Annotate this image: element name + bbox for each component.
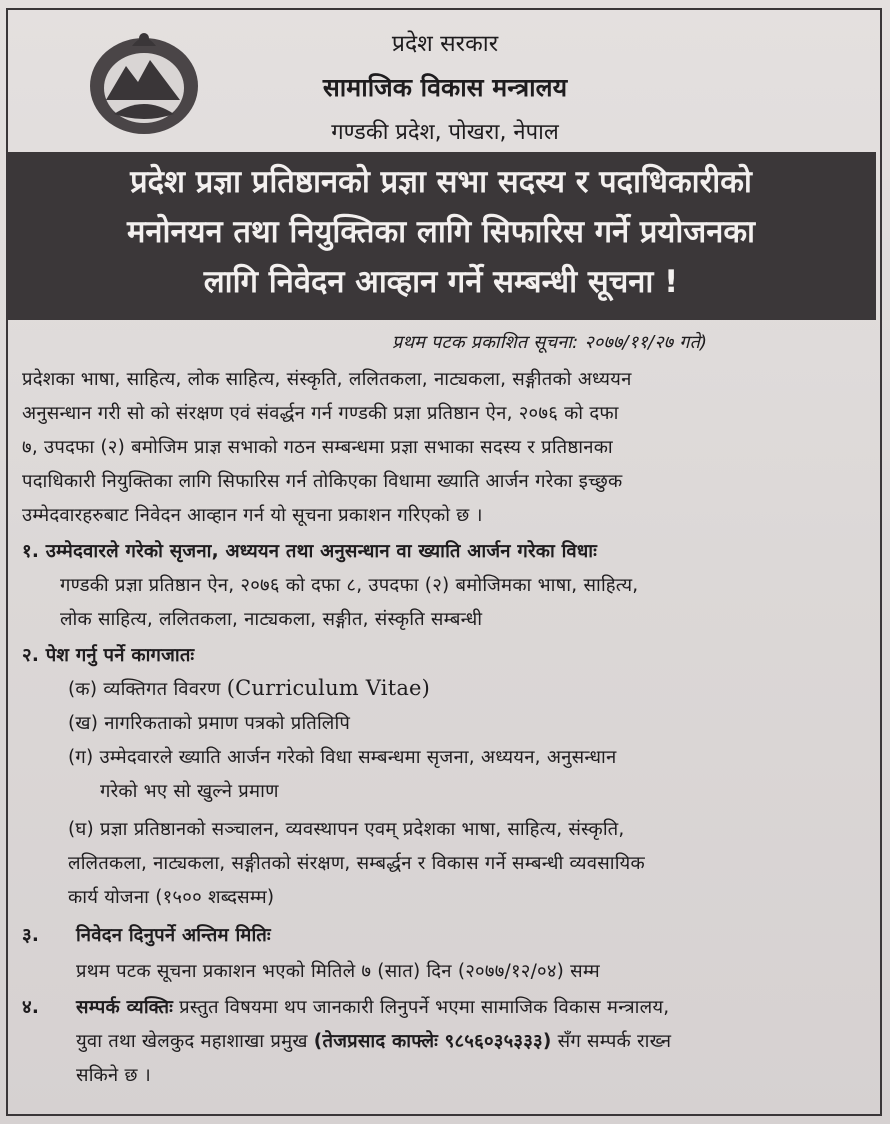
intro-line: उम्मेदवारहरुबाट निवेदन आव्हान गर्न यो सूचना प्रकाशन गरिएको छ । (22, 505, 483, 526)
intro-line: ७, उपदफा (२) बमोजिम प्राज्ञ सभाको गठन सम्बन्धमा प्रज्ञा सभाका सदस्य र प्रतिष्ठानका (22, 437, 613, 458)
ministry-name: सामाजिक विकास मन्त्रालय (322, 73, 568, 102)
section-4-text: सँग सम्पर्क राख्न (557, 1031, 672, 1052)
section-4-heading: सम्पर्क व्यक्तिः (76, 997, 174, 1018)
intro-line: अनुसन्धान गरी सो को संरक्षण एवं संवर्द्धन गर्न गण्डकी प्रज्ञा प्रतिष्ठान ऐन, २०७६ को दफा (22, 403, 619, 424)
notice-title-line-1: प्रदेश प्रज्ञा प्रतिष्ठानको प्रज्ञा सभा सदस्य र पदाधिकारीको (130, 164, 752, 200)
section-4-line-1 (76, 994, 669, 1019)
intro-line: पदाधिकारी नियुक्तिका लागि सिफारिस गर्न तोकिएका विधामा ख्याति आर्जन गरेका इच्छुक (22, 471, 623, 492)
section-2-item-ga-cont: गरेको भए सो खुल्ने प्रमाण (100, 781, 279, 802)
section-4-line-2 (76, 1028, 671, 1053)
notice-title-line-2: मनोनयन तथा नियुक्तिका लागि सिफारिस गर्ने प्रयोजनका (126, 214, 756, 250)
section-4-number: ४. (22, 997, 40, 1018)
item-ka-latin: (Curriculum Vitae) (226, 676, 431, 700)
section-2-item-gha: (घ) प्रज्ञा प्रतिष्ठानको सञ्चालन, व्यवस्थापन एवम् प्रदेशका भाषा, साहित्य, संस्कृति, (68, 819, 625, 840)
section-4-text: प्रस्तुत विषयमा थप जानकारी लिनुपर्ने भएमा सामाजिक विकास मन्त्रालय, (179, 997, 670, 1018)
notice-title-line-3: लागि निवेदन आव्हान गर्ने सम्बन्धी सूचना ! (203, 264, 679, 300)
section-1-line: गण्डकी प्रज्ञा प्रतिष्ठान ऐन, २०७६ को दफा ८, उपदफा (२) बमोजिमका भाषा, साहित्य, (60, 575, 639, 596)
ministry-address: गण्डकी प्रदेश, पोखरा, नेपाल (331, 120, 559, 145)
section-3-line: प्रथम पटक सूचना प्रकाशन भएको मितिले ७ (सात) दिन (२०७७/१२/०४) सम्म (76, 961, 600, 982)
section-2-item-gha-cont: ललितकला, नाट्यकला, सङ्गीतको संरक्षण, सम्बर्द्धन र विकास गर्ने सम्बन्धी व्यवसायिक (68, 853, 645, 874)
section-4-text: युवा तथा खेलकुद महाशाखा प्रमुख (76, 1031, 308, 1052)
contact-person: (तेजप्रसाद काफ्लेः ९८५६०३५३३३) (313, 1031, 552, 1052)
government-emblem-icon (84, 22, 204, 142)
section-4-line-3: सकिने छ । (76, 1065, 151, 1086)
section-2-item-kha: (ख) नागरिकताको प्रमाण पत्रको प्रतिलिपि (68, 713, 351, 734)
section-3-heading: निवेदन दिनुपर्ने अन्तिम मितिः (76, 925, 271, 946)
item-ka-text: (क) व्यक्तिगत विवरण (68, 679, 221, 700)
section-2-item-ga: (ग) उम्मेदवारले ख्याति आर्जन गरेको विधा सम्बन्धमा सृजना, अध्ययन, अनुसन्धान (68, 747, 617, 768)
section-1-heading: १. उम्मेदवारले गरेको सृजना, अध्ययन तथा अनुसन्धान वा ख्याति आर्जन गरेका विधाः (22, 541, 598, 562)
section-1-line: लोक साहित्य, ललितकला, नाट्यकला, सङ्गीत, संस्कृति सम्बन्धी (60, 609, 483, 630)
government-label: प्रदेश सरकार (391, 31, 499, 57)
section-2-heading: २. पेश गर्नु पर्ने कागजातः (22, 645, 195, 666)
section-2-item-ka (68, 676, 430, 701)
section-3-number: ३. (22, 925, 40, 946)
section-2-item-gha-cont: कार्य योजना (१५०० शब्दसम्म) (68, 887, 275, 908)
publish-note: प्रथम पटक प्रकाशित सूचना: २०७७/११/२७ गते) (392, 332, 708, 353)
intro-line: प्रदेशका भाषा, साहित्य, लोक साहित्य, संस्कृति, ललितकला, नाट्यकला, सङ्गीतको अध्ययन (22, 369, 632, 390)
notice-title-banner (6, 152, 876, 320)
